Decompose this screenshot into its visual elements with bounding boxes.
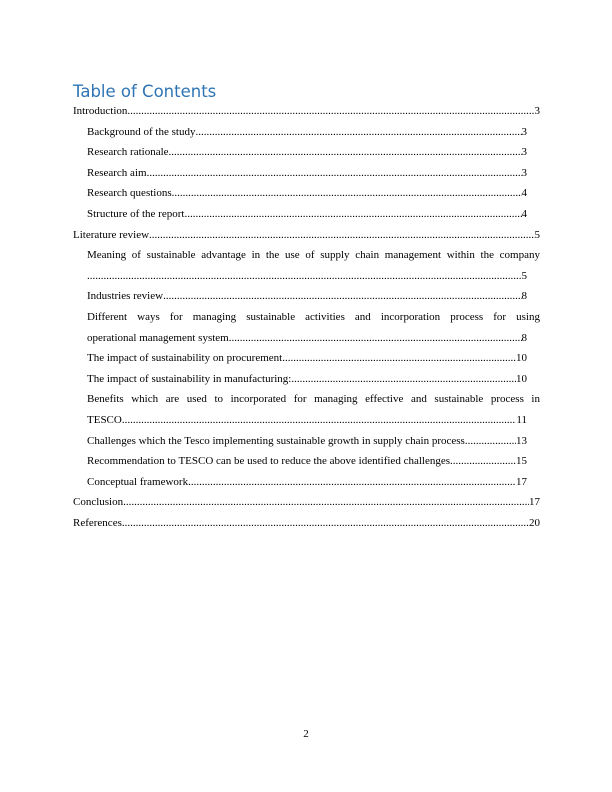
toc-entry-title: References xyxy=(73,516,122,529)
dot-leader xyxy=(465,433,516,454)
toc-page-number: 3 xyxy=(534,105,540,117)
toc-entry[interactable] xyxy=(73,391,540,432)
toc-entry-title: TESCO xyxy=(87,413,122,426)
table-of-contents xyxy=(73,103,540,535)
toc-entry-title: Structure of the report xyxy=(87,207,185,220)
toc-entry[interactable] xyxy=(73,144,540,165)
dot-leader xyxy=(172,185,522,206)
dot-leader xyxy=(291,371,516,392)
dot-leader xyxy=(184,206,521,227)
toc-page-number: 4 xyxy=(521,187,527,200)
toc-page-number: 5 xyxy=(534,228,540,241)
toc-page-number: 5 xyxy=(521,269,527,282)
toc-page-number: 17 xyxy=(516,475,527,488)
toc-entry-title: Research aim xyxy=(87,166,147,179)
dot-leader xyxy=(123,494,529,515)
dot-leader xyxy=(169,144,522,165)
dot-leader xyxy=(149,227,534,248)
toc-page-number: 10 xyxy=(516,372,527,385)
toc-entry[interactable] xyxy=(73,247,540,288)
toc-page-number: 3 xyxy=(521,125,527,138)
toc-page-number: 10 xyxy=(516,352,527,365)
toc-page-number: 11 xyxy=(516,413,527,426)
dot-leader xyxy=(147,165,522,186)
dot-leader xyxy=(122,412,517,433)
toc-entry-title: Meaning of sustainable advantage in the use of supply chain management within the company xyxy=(87,249,540,262)
dot-leader xyxy=(195,124,521,145)
toc-entry[interactable] xyxy=(73,288,540,309)
toc-entry-title: Literature review xyxy=(73,228,150,241)
toc-entry[interactable] xyxy=(73,103,540,124)
toc-entry[interactable] xyxy=(73,453,540,474)
toc-entry[interactable] xyxy=(73,474,540,495)
toc-entry[interactable] xyxy=(73,371,540,392)
toc-entry[interactable] xyxy=(73,494,540,515)
toc-entry[interactable] xyxy=(73,185,540,206)
toc-entry[interactable] xyxy=(73,515,540,536)
toc-page-number: 3 xyxy=(521,146,527,159)
toc-page-number: 17 xyxy=(529,496,540,509)
toc-entry[interactable] xyxy=(73,206,540,227)
dot-leader xyxy=(163,288,521,309)
toc-page-number: 8 xyxy=(521,290,527,303)
toc-entry-title: Conclusion xyxy=(73,496,124,509)
toc-entry[interactable] xyxy=(73,350,540,371)
toc-entry[interactable] xyxy=(73,124,540,145)
toc-page-number: 15 xyxy=(516,455,527,468)
dot-leader xyxy=(127,103,534,124)
dot-leader xyxy=(122,515,529,536)
toc-entry[interactable] xyxy=(73,165,540,186)
dot-leader xyxy=(282,350,516,371)
toc-entry[interactable] xyxy=(73,309,540,350)
page-number: 2 xyxy=(303,728,309,740)
toc-page-number: 8 xyxy=(521,331,527,344)
toc-entry[interactable] xyxy=(73,227,540,248)
toc-entry-title: Benefits which are used to incorporated for managing effective and sustainable process in xyxy=(87,393,540,406)
dot-leader xyxy=(87,268,522,289)
toc-entry-title: operational management system xyxy=(87,331,229,344)
toc-entry-title: Different ways for managing sustainable activities and incorporation process for using xyxy=(87,310,540,323)
toc-entry-title: Research questions xyxy=(87,187,172,200)
toc-entry[interactable] xyxy=(73,433,540,454)
toc-heading: Table of Contents xyxy=(73,82,217,101)
toc-entry-title: Industries review xyxy=(87,290,164,303)
toc-page-number: 3 xyxy=(521,166,527,179)
toc-entry-title: Research rationale xyxy=(87,146,169,159)
dot-leader xyxy=(188,474,516,495)
toc-entry-title: Recommendation to TESCO can be used to reduce the above identified challenges xyxy=(87,455,450,468)
toc-entry-title: The impact of sustainability in manufacturing: xyxy=(87,372,292,385)
toc-entry-title: Background of the study xyxy=(87,125,196,138)
toc-entry-title: Introduction xyxy=(73,105,128,117)
toc-entry-title: Challenges which the Tesco implementing sustainable growth in supply chain process xyxy=(87,434,465,447)
toc-page-number: 20 xyxy=(529,516,540,529)
toc-page-number: 4 xyxy=(521,207,527,220)
toc-entry-title: The impact of sustainability on procurement xyxy=(87,352,283,365)
dot-leader xyxy=(229,330,522,351)
toc-entry-title: Conceptual framework xyxy=(87,475,189,488)
toc-page-number: 13 xyxy=(516,434,527,447)
dot-leader xyxy=(450,453,516,474)
